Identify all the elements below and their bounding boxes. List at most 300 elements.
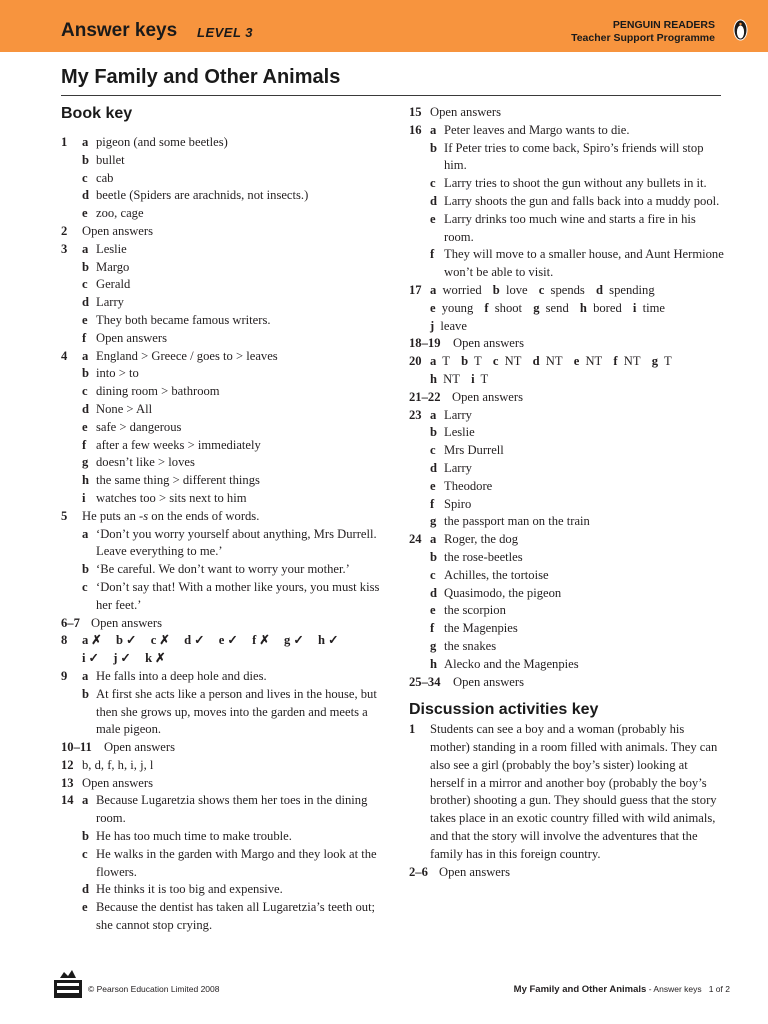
answer-text: Open answers [104, 740, 175, 755]
intro-text: on the ends of words. [148, 508, 260, 523]
tf-item [493, 354, 522, 368]
answer-item [409, 246, 724, 282]
brand-line-2: Teacher Support Programme [571, 32, 715, 44]
answer-text: the snakes [444, 638, 497, 653]
answer-text: NT [504, 354, 522, 369]
answer-letter: e [82, 900, 88, 915]
answer-item [409, 140, 724, 176]
answer-letter: a [82, 668, 89, 683]
answer-letter: b [82, 366, 90, 381]
tf-item [613, 354, 640, 368]
answer-letter: e [430, 478, 436, 493]
mark-icon: ✓ [126, 633, 137, 648]
answer-letter: d [82, 188, 90, 203]
page-number: 1 of 2 [708, 984, 730, 994]
header-bar [0, 0, 768, 52]
answer-text: Leslie [96, 241, 127, 256]
answer-letter: c [150, 633, 157, 648]
answer-letter: d [82, 401, 90, 416]
word-item [580, 301, 622, 315]
mark-icon: ✗ [155, 651, 166, 666]
answer-text: He walks in the garden with Margo and they look at the flowers. [96, 846, 377, 879]
question-10-11 [61, 739, 391, 757]
footer-suffix: - Answer keys [646, 984, 702, 994]
answer-item [61, 454, 391, 472]
answer-letter: g [533, 300, 540, 315]
mark-icon: ✗ [159, 633, 170, 648]
answer-item [61, 561, 391, 579]
answer-text: spending [609, 282, 655, 297]
answer-text: T [442, 354, 450, 369]
answer-item [61, 187, 391, 205]
question-5 [61, 508, 391, 615]
word-item [633, 301, 665, 315]
answer-letter: c [430, 443, 436, 458]
copyright-text: © Pearson Education Limited 2008 [88, 984, 220, 994]
answer-item [409, 656, 724, 674]
answer-letter: a [82, 633, 89, 648]
answer-item [61, 205, 391, 223]
question-number: 23 [409, 407, 422, 422]
answer-item [61, 899, 391, 935]
tf-item [652, 354, 672, 368]
answer-text: Open answers [82, 223, 153, 238]
answer-letter: i [82, 490, 86, 505]
tf-item [471, 372, 488, 386]
check-item [318, 633, 342, 647]
answer-item [409, 122, 724, 140]
checkmark-row [61, 632, 391, 650]
word-row [409, 318, 724, 336]
question-6-7 [61, 615, 391, 633]
answer-item [61, 383, 391, 401]
check-item [145, 651, 169, 665]
word-item [596, 283, 655, 297]
tf-row [409, 353, 724, 371]
answer-letter: d [82, 295, 90, 310]
answer-text: NT [443, 371, 460, 386]
answer-text: They both became famous writers. [96, 312, 271, 327]
answer-text: cab [96, 170, 114, 185]
answer-letter: a [82, 241, 89, 256]
question-number: 2 [61, 223, 68, 238]
answer-text: shoot [494, 300, 523, 315]
discussion-2-6 [409, 864, 724, 882]
book-key-heading: Book key [61, 105, 133, 122]
footer-title: My Family and Other Animals [513, 984, 647, 995]
answer-text: Open answers [96, 330, 167, 345]
question-number: 24 [409, 532, 422, 547]
answer-item [409, 549, 724, 567]
answer-text: spends [550, 282, 585, 297]
answer-item [61, 526, 391, 562]
answer-text: Achilles, the tortoise [444, 567, 549, 582]
answer-text: NT [585, 354, 603, 369]
question-13 [61, 775, 391, 793]
answer-text: T [474, 354, 482, 369]
word-item [493, 283, 528, 297]
tf-row [409, 371, 724, 389]
answer-text: the passport man on the train [444, 514, 590, 529]
checkmark-row [61, 650, 391, 668]
question-number: 12 [61, 757, 74, 772]
answer-item [409, 175, 724, 193]
answer-text: bullet [96, 152, 125, 167]
question-14 [61, 792, 391, 934]
penguin-logo-icon [733, 19, 748, 41]
answer-text: At first she acts like a person and lives in the house, but then she grows up, moves into the garden and meets a male pigeon. [96, 686, 377, 737]
answer-text: into > to [96, 366, 139, 381]
answer-text: He thinks it is too big and expensive. [96, 882, 283, 897]
question-number: 10–11 [61, 740, 92, 755]
answer-item [61, 365, 391, 383]
question-25-34 [409, 674, 724, 692]
answer-text: T [663, 354, 672, 369]
answer-text: If Peter tries to come back, Spiro’s friends will stop him. [444, 140, 704, 173]
answer-letter: a [430, 532, 437, 547]
question-number: 3 [61, 241, 68, 256]
answer-item [61, 241, 391, 259]
answer-letter: a [430, 354, 437, 369]
question-12 [61, 757, 391, 775]
answer-letter: d [532, 354, 540, 369]
answer-letter: d [82, 882, 90, 897]
title-divider [61, 95, 721, 96]
answer-text: Open answers [452, 389, 523, 404]
answer-letter: g [651, 354, 659, 369]
answer-item [61, 792, 391, 828]
answer-text: young [441, 300, 474, 315]
question-number: 8 [61, 633, 68, 648]
answer-item [409, 407, 724, 425]
question-number: 25–34 [409, 674, 441, 689]
question-number: 4 [61, 348, 68, 363]
question-17 [409, 282, 724, 335]
answer-letter: b [82, 259, 90, 274]
answer-letter: c [82, 579, 88, 594]
answer-text: Because Lugaretzia shows them her toes in the dining room. [96, 793, 368, 826]
answer-text: Peter leaves and Margo wants to die. [444, 122, 630, 137]
question-9 [61, 668, 391, 739]
answer-text: ‘Don’t you worry yourself about anything, Mrs Durrell. Leave everything to me.’ [96, 526, 377, 559]
answer-letter: e [82, 206, 88, 221]
answer-letter: b [430, 425, 438, 440]
answer-text: Alecko and the Magenpies [444, 656, 579, 671]
answer-letter: f [252, 633, 257, 648]
question-number: 20 [409, 354, 422, 369]
answer-letter: h [82, 473, 90, 488]
question-2 [61, 223, 391, 241]
check-item [82, 633, 105, 647]
answer-letter: a [430, 122, 437, 137]
mark-icon: ✗ [259, 633, 270, 648]
intro-emphasis: -s [139, 508, 149, 523]
answer-letter: c [82, 384, 88, 399]
question-number: 6–7 [61, 615, 80, 630]
answer-item [409, 478, 724, 496]
answer-text: Leslie [444, 425, 475, 440]
answer-item [409, 531, 724, 549]
answer-letter: f [430, 621, 435, 636]
answer-text: love [505, 282, 528, 297]
answer-letter: b [430, 140, 438, 155]
mark-icon: ✓ [88, 651, 100, 666]
mark-icon: ✗ [91, 633, 102, 648]
answer-text: Mrs Durrell [444, 443, 504, 458]
answer-text: the same thing > different things [96, 473, 260, 488]
right-column [409, 104, 724, 881]
answer-letter: i [82, 651, 86, 666]
answer-letter: c [430, 567, 436, 582]
question-24 [409, 531, 724, 673]
question-intro [61, 508, 391, 526]
question-number: 13 [61, 775, 74, 790]
word-item [539, 283, 585, 297]
answer-text: Because the dentist has taken all Lugaretzia’s teeth out; she cannot stop crying. [96, 900, 376, 933]
answer-letter: b [82, 562, 90, 577]
word-item [484, 301, 522, 315]
answer-letter: e [218, 633, 225, 648]
tf-item [430, 354, 450, 368]
answer-text: NT [545, 354, 563, 369]
answer-letter: b [430, 549, 438, 564]
answer-item [61, 828, 391, 846]
check-item [82, 651, 102, 665]
answer-text: leave [440, 318, 467, 333]
answer-text: Quasimodo, the pigeon [444, 585, 562, 600]
answer-item [61, 312, 391, 330]
question-8 [61, 632, 391, 668]
answer-text: Larry tries to shoot the gun without any bullets in it. [444, 176, 707, 191]
answer-text: Theodore [444, 478, 493, 493]
answer-letter: j [113, 651, 118, 666]
question-18-19 [409, 335, 724, 353]
answer-text: Spiro [444, 496, 472, 511]
answer-text: the rose-beetles [444, 549, 523, 564]
answer-text: ‘Don’t say that! With a mother like yours, you must kiss her feet.’ [96, 579, 380, 612]
question-16 [409, 122, 724, 282]
answer-letter: e [82, 312, 88, 327]
answer-letter: j [430, 318, 435, 333]
answer-letter: a [82, 526, 89, 541]
header-brand [571, 19, 715, 45]
answer-letter: f [430, 496, 435, 511]
answer-item [61, 152, 391, 170]
question-number: 16 [409, 122, 422, 137]
word-item [430, 301, 473, 315]
answer-item [409, 620, 724, 638]
answer-item [61, 419, 391, 437]
answer-text: They will move to a smaller house, and Aunt Hermione won’t be able to visit. [444, 247, 724, 280]
check-item [151, 633, 173, 647]
answer-text: pigeon (and some beetles) [96, 135, 228, 149]
answer-text: doesn’t like > loves [96, 455, 195, 470]
answer-item [409, 602, 724, 620]
answer-letter: h [318, 633, 326, 648]
answer-letter: a [82, 135, 89, 149]
question-4 [61, 348, 391, 508]
answer-text: He has too much time to make trouble. [96, 829, 292, 844]
answer-letter: h [430, 371, 438, 386]
answer-letter: g [82, 455, 89, 470]
answer-text: Gerald [96, 277, 131, 292]
answer-item [61, 348, 391, 366]
answer-letter: i [471, 371, 475, 386]
answer-text: Open answers [453, 674, 524, 689]
answer-letter: k [145, 651, 153, 666]
answer-item [409, 193, 724, 211]
question-number: 2–6 [409, 864, 428, 879]
answer-text: watches too > sits next to him [96, 490, 247, 505]
answer-letter: c [82, 277, 88, 292]
answer-letter: f [430, 247, 435, 262]
answer-letter: e [82, 419, 88, 434]
answer-letter: d [430, 585, 438, 600]
answer-letter: c [538, 282, 545, 297]
footer-page-info [514, 984, 730, 995]
answer-item [409, 567, 724, 585]
answer-letter: g [430, 514, 437, 529]
check-item [116, 633, 140, 647]
answer-letter: a [430, 407, 437, 422]
answer-text: Students can see a boy and a woman (probably his mother) standing in a room filled with animals. They can also see a girl (probably the boy’s sister) looking at herself in a mirror and another boy (probably the boy’s brother) shooting a gun. They should guess that the story takes place in an exotic country filled with wild animals, and that the story will involve the adventures that the family has in this foreign country. [430, 722, 718, 861]
question-23 [409, 407, 724, 532]
left-column [61, 104, 391, 935]
answer-item [409, 513, 724, 531]
pearson-longman-logo-icon [54, 968, 82, 998]
answer-letter: h [579, 300, 587, 315]
question-number: 14 [61, 793, 74, 808]
answer-item [409, 460, 724, 478]
answer-text: zoo, cage [96, 206, 144, 221]
answer-item [61, 259, 391, 277]
intro-text: He puts an [82, 508, 140, 523]
answer-letter: f [82, 437, 87, 452]
check-item [284, 633, 307, 647]
answer-text: Open answers [439, 864, 510, 879]
answer-text: T [480, 371, 489, 386]
answer-letter: c [82, 170, 88, 185]
question-15 [409, 104, 724, 122]
brand-line-1: PENGUIN READERS [612, 19, 715, 31]
answer-text: Open answers [82, 775, 153, 790]
answer-text: the Magenpies [444, 621, 518, 636]
answer-item [61, 294, 391, 312]
tf-item [533, 354, 563, 368]
answer-item [61, 276, 391, 294]
answer-item [61, 330, 391, 348]
word-item [430, 319, 467, 333]
answer-text: time [642, 300, 665, 315]
answer-letter: b [82, 152, 90, 167]
answer-letter: c [492, 354, 499, 369]
answer-text: safe > dangerous [96, 419, 182, 434]
word-row [409, 282, 724, 300]
mark-icon: ✓ [120, 651, 131, 666]
answer-text: b, d, f, h, i, j, l [82, 757, 154, 772]
question-number: 17 [409, 282, 422, 297]
answer-text: the scorpion [444, 603, 506, 618]
answer-item [61, 134, 391, 152]
question-number: 18–19 [409, 336, 441, 351]
mark-icon: ✓ [227, 633, 238, 648]
answer-letter: e [430, 603, 436, 618]
answer-text: None > All [96, 401, 153, 416]
check-item [184, 633, 208, 647]
answer-letter: d [596, 282, 604, 297]
answer-text: Larry shoots the gun and falls back into a muddy pool. [444, 193, 720, 208]
answer-item [61, 170, 391, 188]
answer-letter: h [430, 656, 438, 671]
answer-text: ‘Be careful. We don’t want to worry your mother.’ [96, 562, 350, 577]
answer-item [409, 424, 724, 442]
answer-text: worried [442, 282, 482, 297]
answer-letter: b [82, 829, 90, 844]
answer-item [61, 668, 391, 686]
answer-item [61, 401, 391, 419]
answer-item [409, 638, 724, 656]
answer-letter: c [82, 846, 88, 861]
check-item [113, 651, 134, 665]
word-item [533, 301, 569, 315]
answer-item [61, 490, 391, 508]
check-item [219, 633, 241, 647]
answer-text: Roger, the dog [444, 532, 518, 547]
answer-text: bored [593, 300, 622, 315]
mark-icon: ✓ [328, 633, 339, 648]
answer-letter: b [461, 354, 469, 369]
answer-text: Margo [96, 259, 130, 274]
mark-icon: ✓ [293, 633, 304, 648]
answer-text: beetle (Spiders are arachnids, not insects.) [96, 188, 309, 203]
question-20 [409, 353, 724, 389]
discussion-heading: Discussion activities key [409, 701, 599, 719]
question-number: 5 [61, 508, 68, 523]
answer-letter: g [430, 638, 437, 653]
answer-text: Open answers [453, 336, 524, 351]
word-item [430, 283, 482, 297]
answer-text: England > Greece / goes to > leaves [96, 348, 278, 363]
question-3 [61, 241, 391, 348]
answer-item [409, 496, 724, 514]
answer-letter: b [116, 633, 124, 648]
question-number: 21–22 [409, 389, 441, 404]
tf-item [461, 354, 482, 368]
discussion-1 [409, 721, 724, 863]
answer-letter: d [184, 633, 192, 648]
answer-text: Larry [96, 295, 124, 310]
tf-item [574, 354, 603, 368]
answer-text: He falls into a deep hole and dies. [96, 668, 267, 683]
answer-item [61, 437, 391, 455]
question-number: 9 [61, 668, 68, 683]
answer-letter: i [632, 300, 637, 315]
answer-item [409, 585, 724, 603]
word-row [409, 300, 724, 318]
mark-icon: ✓ [194, 633, 205, 648]
answer-letter: e [430, 211, 436, 226]
answer-item [61, 881, 391, 899]
answer-letter: d [430, 193, 438, 208]
answer-letter: f [613, 354, 618, 369]
answer-letter: e [573, 354, 580, 369]
document-title: My Family and Other Animals [61, 66, 341, 88]
answer-text: send [545, 300, 569, 315]
answer-letter: f [484, 300, 489, 315]
answer-letter: c [430, 176, 436, 191]
answer-text: after a few weeks > immediately [96, 437, 261, 452]
question-number: 1 [61, 135, 68, 149]
